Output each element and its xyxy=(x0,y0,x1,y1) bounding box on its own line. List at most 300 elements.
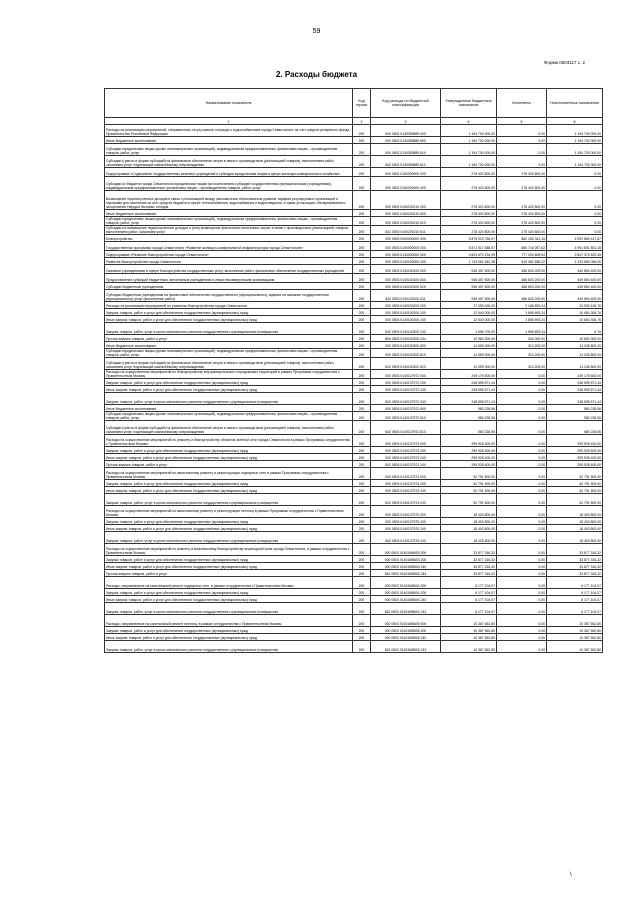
row-executed: 0,00 xyxy=(497,405,547,412)
form-code: Форма 0503117 с. 2 xyxy=(544,60,585,65)
row-name: Расходы на осуществление мероприятий по ремонту и комплексному благоустройству пешеходной зоны города Севастополя, в рамках сотрудничества с Правительством Москвы xyxy=(105,544,353,556)
table-row xyxy=(105,137,603,144)
row-classification-code: 000 0503 0140137974 240 xyxy=(371,487,441,494)
row-line-code: 200 xyxy=(353,242,371,251)
row-approved: 278 420 800,00 xyxy=(441,217,497,226)
row-executed: 0,00 xyxy=(497,532,547,544)
row-executed: 313 200,00 xyxy=(497,358,547,370)
row-name: Расходы, направленные на капитальный ремонт подпорных стен, в рамках сотрудничества с Правительством Москвы xyxy=(105,577,353,589)
row-classification-code: 000 0502 0160000000 000 xyxy=(371,168,441,177)
row-approved: 936 457 600,00 xyxy=(441,290,497,302)
table-row xyxy=(105,405,603,412)
row-unexecuted: 299 928 400,00 xyxy=(547,461,603,468)
row-name: Закупка товаров, работ и услуг для обеспечения государственных (муниципальных) нужд xyxy=(105,518,353,525)
row-line-code: 200 xyxy=(353,302,371,309)
row-classification-code: 000 0502 0130359889 000 xyxy=(371,125,441,137)
table-row xyxy=(105,283,603,290)
table-row xyxy=(105,125,603,137)
row-unexecuted: 248 595 571,44 xyxy=(547,393,603,405)
row-classification-code: 000 0503 0140137974 000 xyxy=(371,468,441,480)
row-classification-code: 000 0503 01401М8605 200 xyxy=(371,627,441,634)
row-classification-code: 864 0503 0140100200 244 xyxy=(371,335,441,342)
row-classification-code: 000 0503 0140137975 200 xyxy=(371,518,441,525)
table-header-row xyxy=(105,89,603,118)
row-approved: 5 875 023 756,97 xyxy=(441,235,497,242)
column-number: 2 xyxy=(353,118,371,125)
row-unexecuted: 10 367 562,80 xyxy=(547,641,603,653)
row-name: Субсидии из бюджета города Севастополя юридическим лицам (за исключением субсидий государственным (муниципальным) учреждениям), индивидуальным предпринимателям, физическим лицам – производителям товаров, работ, услуг xyxy=(105,177,353,191)
row-unexecuted: 6,76 xyxy=(547,323,603,335)
row-classification-code: 000 0502 0160200000 000 xyxy=(371,177,441,191)
table-row xyxy=(105,393,603,405)
row-unexecuted: 1 194 700 000,00 xyxy=(547,137,603,144)
row-approved: 10 367 562,80 xyxy=(441,627,497,634)
table-row xyxy=(105,480,603,487)
row-executed: 313 200,00 xyxy=(497,342,547,349)
row-line-code: 200 xyxy=(353,421,371,435)
row-line-code: 200 xyxy=(353,544,371,556)
row-classification-code: 000 0503 0140137975 240 xyxy=(371,525,441,532)
row-executed: 0,00 xyxy=(497,435,547,447)
row-line-code: 200 xyxy=(353,641,371,653)
row-unexecuted: 6 177 104,07 xyxy=(547,596,603,603)
row-executed: 0,00 xyxy=(497,556,547,563)
row-executed: 882 163 341,15 xyxy=(497,235,547,242)
row-line-code: 200 xyxy=(353,589,371,596)
row-line-code: 200 xyxy=(353,168,371,177)
row-line-code: 200 xyxy=(353,570,371,577)
row-approved: 14 559 000,00 xyxy=(441,358,497,370)
row-unexecuted: 33 877 316,32 xyxy=(547,563,603,570)
row-executed: 0,00 xyxy=(497,627,547,634)
row-name: Расходы на реализацию мероприятий, направленных на улучшение ситуации с водоснабжением города Севастополя, за счет средств резервного фонда Правительства Российской Федерации xyxy=(105,125,353,137)
row-classification-code: 842 0502 0160200210 811 xyxy=(371,226,441,235)
row-classification-code: 000 0503 0140100200 000 xyxy=(371,302,441,309)
row-unexecuted: 0,00 xyxy=(547,226,603,235)
row-line-code: 200 xyxy=(353,125,371,137)
table-row xyxy=(105,532,603,544)
column-number: 1 xyxy=(105,118,353,125)
row-name: Субсидии юридическим лицам (кроме некоммерческих организаций), индивидуальным предпринимателям, физическим лицам – производителям товаров, работ, услуг xyxy=(105,349,353,358)
row-line-code: 200 xyxy=(353,323,371,335)
table-row xyxy=(105,217,603,226)
row-line-code: 200 xyxy=(353,525,371,532)
row-name: Иные закупки товаров, работ и услуг для обеспечения государственных (муниципальных) нужд xyxy=(105,454,353,461)
column-number: 3 xyxy=(371,118,441,125)
row-line-code: 200 xyxy=(353,556,371,563)
table-row xyxy=(105,242,603,251)
row-line-code: 200 xyxy=(353,386,371,393)
row-classification-code: 000 0503 0140100100 610 xyxy=(371,283,441,290)
row-name: Прочая закупка товаров, работ и услуг xyxy=(105,570,353,577)
row-unexecuted: 18 403 800,00 xyxy=(547,518,603,525)
table-row xyxy=(105,235,603,242)
row-name: Закупка товаров, работ и услуг для обеспечения государственных (муниципальных) нужд xyxy=(105,379,353,386)
table-row xyxy=(105,641,603,653)
row-executed: 0,00 xyxy=(497,421,547,435)
row-classification-code: 842 0503 01401М8604 243 xyxy=(371,603,441,615)
row-line-code: 200 xyxy=(353,335,371,342)
table-row xyxy=(105,251,603,258)
row-name: Субсидии (гранты в форме субсидий) на финансовое обеспечение затрат в связи с производством (реализацией товаров), выполнением работ, оказанием услуг, подлежащие казначейскому сопровождению xyxy=(105,156,353,168)
table-row xyxy=(105,447,603,454)
row-line-code: 200 xyxy=(353,258,371,265)
row-classification-code: 000 0503 0140137972 000 xyxy=(371,370,441,379)
row-approved: 33 877 316,32 xyxy=(441,563,497,570)
row-name: Иные закупки товаров, работ и услуг для обеспечения государственных (муниципальных) нужд xyxy=(105,316,353,323)
row-classification-code: 842 0503 0140137972 813 xyxy=(371,421,441,435)
row-classification-code: 000 0502 0130359889 810 xyxy=(371,144,441,156)
row-unexecuted: 0,00 xyxy=(547,177,603,191)
row-approved: 12 540 000,00 xyxy=(441,316,497,323)
row-approved: 27 099 000,00 xyxy=(441,302,497,309)
table-row xyxy=(105,323,603,335)
row-unexecuted: 0,00 xyxy=(547,191,603,210)
row-executed: 0,00 xyxy=(497,370,547,379)
row-approved: 1 555 700,00 xyxy=(441,323,497,335)
row-line-code: 200 xyxy=(353,435,371,447)
row-classification-code: 000 0503 0140100200 200 xyxy=(371,309,441,316)
row-unexecuted: 14 245 800,00 xyxy=(547,342,603,349)
row-approved: 299 928 400,00 xyxy=(441,435,497,447)
row-approved: 10 984 300,00 xyxy=(441,335,497,342)
row-name: Благоустройство xyxy=(105,235,353,242)
row-name: Возмещение недополученных доходов в связи с реализацией между экономически обоснованным уровнем тарифов регулируемых организаций и тарифами для населения за счет средств бюджета в сфере теплоснабжения, водоснабжения и водоотведения, а также утилизации, обезвреживания и захоронения твердых бытовых отходов xyxy=(105,191,353,210)
row-name: Иные закупки товаров, работ и услуг для обеспечения государственных (муниципальных) нужд xyxy=(105,487,353,494)
row-approved: 14 559 000,00 xyxy=(441,349,497,358)
row-line-code: 200 xyxy=(353,615,371,627)
row-approved: 10 367 562,80 xyxy=(441,634,497,641)
table-row xyxy=(105,454,603,461)
row-approved: 52 791 500,00 xyxy=(441,468,497,480)
row-classification-code: 000 0503 0140137972 200 xyxy=(371,379,441,386)
table-row xyxy=(105,342,603,349)
row-unexecuted: 6 177 104,07 xyxy=(547,589,603,596)
row-executed: 0,00 xyxy=(497,144,547,156)
row-classification-code: 000 0503 0140100200 810 xyxy=(371,349,441,358)
row-unexecuted: 1 223 680 056,06 xyxy=(547,258,603,265)
row-classification-code: 842 0503 0140100200 813 xyxy=(371,358,441,370)
row-executed: 0,00 xyxy=(497,563,547,570)
row-line-code: 200 xyxy=(353,468,371,480)
row-name: Развитие благоустройства города Севастополя xyxy=(105,258,353,265)
row-approved: 5 872 517 858,97 xyxy=(441,242,497,251)
table-row xyxy=(105,265,603,274)
row-classification-code: 842 0503 0140137974 243 xyxy=(371,494,441,506)
row-unexecuted: 248 595 571,44 xyxy=(547,379,603,386)
row-name: Расходы на реализацию мероприятий по развитию благоустройства города Севастополя xyxy=(105,302,353,309)
row-name: Закупка товаров, работ, услуг в целях капитального ремонта государственного (муниципального) имущества xyxy=(105,323,353,335)
column-header-line-code: Код строки xyxy=(353,89,371,118)
row-executed: 0,00 xyxy=(497,634,547,641)
row-name: Закупка товаров, работ, услуг в целях капитального ремонта государственного (муниципального) имущества xyxy=(105,532,353,544)
row-name: Оказание учреждениями в сфере благоустройства государственных услуг, выполнение работ, финансовое обеспечение государственных учреждений xyxy=(105,265,353,274)
column-number: 6 xyxy=(547,118,603,125)
table-row xyxy=(105,144,603,156)
row-unexecuted: 1 194 700 000,00 xyxy=(547,144,603,156)
table-row xyxy=(105,290,603,302)
table-row xyxy=(105,386,603,393)
row-executed: 0,00 xyxy=(497,487,547,494)
row-unexecuted: 10 684 306,76 xyxy=(547,309,603,316)
table-row xyxy=(105,258,603,265)
row-unexecuted: 10 367 562,80 xyxy=(547,634,603,641)
row-unexecuted: 10 684 300,00 xyxy=(547,335,603,342)
row-approved: 33 877 316,32 xyxy=(441,556,497,563)
row-name: Субсидии юридическим лицам (кроме некоммерческих организаций), индивидуальным предпринимателям, физическим лицам – производителям товаров, работ, услуг xyxy=(105,412,353,421)
row-name: Расходы на осуществление мероприятий по капитальному ремонту и реконструкции лестниц в рамках Программы сотрудничества с Правительством Москвы xyxy=(105,506,353,518)
row-classification-code: 000 0503 0140137972 240 xyxy=(371,386,441,393)
row-executed: 0,00 xyxy=(497,125,547,137)
row-approved: 1 743 062 542,38 xyxy=(441,258,497,265)
row-name: Субсидии юридическим лицам (кроме некоммерческих организаций), индивидуальным предпринимателям, физическим лицам – производителям товаров, работ, услуг xyxy=(105,217,353,226)
row-approved: 52 791 500,00 xyxy=(441,494,497,506)
row-name: Закупка товаров, работ, услуг в целях капитального ремонта государственного (муниципального) имущества xyxy=(105,641,353,653)
row-classification-code: 000 0503 0140100100 000 xyxy=(371,265,441,274)
row-name: Подпрограмма «Содержание государственных казенных учреждений и субсидии юридическим лицам в сфере жилищно-коммунального хозяйства» xyxy=(105,168,353,177)
row-unexecuted: 10 367 562,80 xyxy=(547,615,603,627)
column-header-approved: Утвержденные бюджетные назначения xyxy=(441,89,497,118)
table-row xyxy=(105,627,603,634)
row-line-code: 200 xyxy=(353,494,371,506)
row-executed: 300 000,00 xyxy=(497,335,547,342)
row-executed: 278 420 800,00 xyxy=(497,226,547,235)
row-executed: 1 855 693,24 xyxy=(497,316,547,323)
row-executed: 0,00 xyxy=(497,379,547,386)
row-unexecuted: 24 930 106,76 xyxy=(547,302,603,309)
row-line-code: 200 xyxy=(353,358,371,370)
row-approved: 299 928 400,00 xyxy=(441,454,497,461)
row-approved: 52 791 500,00 xyxy=(441,480,497,487)
table-row xyxy=(105,525,603,532)
row-line-code: 200 xyxy=(353,235,371,242)
row-executed: 0,00 xyxy=(497,468,547,480)
row-line-code: 200 xyxy=(353,156,371,168)
row-classification-code: 000 0503 0140137974 200 xyxy=(371,480,441,487)
table-row xyxy=(105,603,603,615)
row-line-code: 200 xyxy=(353,563,371,570)
row-name: Субсидии (гранты в форме субсидий) на финансовое обеспечение затрат в связи с производством (реализацией товаров), выполнением работ, оказанием услуг, подлежащие казначейскому сопровождению xyxy=(105,421,353,435)
column-number-row xyxy=(105,118,603,125)
row-classification-code: 000 0503 0140137972 800 xyxy=(371,405,441,412)
row-unexecuted: 248 595 571,44 xyxy=(547,386,603,393)
row-line-code: 200 xyxy=(353,191,371,210)
row-approved: 18 403 800,00 xyxy=(441,506,497,518)
row-classification-code: 000 0503 0140137972 810 xyxy=(371,412,441,421)
row-unexecuted: 4 991 801 801,15 xyxy=(547,242,603,251)
row-line-code: 200 xyxy=(353,506,371,518)
row-executed: 777 294 605,54 xyxy=(497,251,547,258)
row-classification-code: 000 0503 01401М8605 240 xyxy=(371,634,441,641)
row-approved: 936 457 600,00 xyxy=(441,283,497,290)
row-executed: 486 603 200,00 xyxy=(497,274,547,283)
row-name: Закупка товаров, работ и услуг для обеспечения государственных (муниципальных) нужд xyxy=(105,627,353,634)
row-unexecuted: 299 928 400,00 xyxy=(547,435,603,447)
row-classification-code: 000 0503 0140100200 800 xyxy=(371,342,441,349)
row-line-code: 200 xyxy=(353,518,371,525)
column-header-name: Наименование показателя xyxy=(105,89,353,118)
table-row xyxy=(105,544,603,556)
row-executed: 2 168 893,24 xyxy=(497,302,547,309)
row-unexecuted: 0,00 xyxy=(547,168,603,177)
row-approved: 18 403 800,00 xyxy=(441,532,497,544)
row-name: Закупка товаров, работ и услуг для обеспечения государственных (муниципальных) нужд xyxy=(105,309,353,316)
row-unexecuted: 449 854 400,00 xyxy=(547,265,603,274)
row-executed: 0,00 xyxy=(497,596,547,603)
row-classification-code: 000 0503 0140100100 600 xyxy=(371,274,441,283)
row-line-code: 200 xyxy=(353,137,371,144)
row-name: Закупка товаров, работ и услуг для обеспечения государственных (муниципальных) нужд xyxy=(105,556,353,563)
row-line-code: 200 xyxy=(353,480,371,487)
table-row xyxy=(105,274,603,283)
row-classification-code: 000 0503 0000000000 000 xyxy=(371,235,441,242)
row-line-code: 200 xyxy=(353,603,371,615)
row-unexecuted: 0,00 xyxy=(547,217,603,226)
row-classification-code: 000 0503 0140137975 000 xyxy=(371,506,441,518)
column-header-unexecuted: Неисполненные назначения xyxy=(547,89,603,118)
row-approved: 6 177 104,07 xyxy=(441,596,497,603)
budget-expenses-table xyxy=(104,88,603,653)
row-executed: 519 482 486,22 xyxy=(497,258,547,265)
row-name: Иные бюджетные ассигнования xyxy=(105,342,353,349)
row-classification-code: 842 0503 01401М8605 243 xyxy=(371,641,441,653)
row-executed: 278 420 800,00 xyxy=(497,217,547,226)
row-executed: 0,00 xyxy=(497,577,547,589)
row-classification-code: 000 0503 0140000000 000 xyxy=(371,251,441,258)
row-classification-code: 000 0503 01401М8604 200 xyxy=(371,589,441,596)
row-name: Расходы на осуществление мероприятий по благоустройству внутриквартальных и придомовых территорий в рамках Программы сотрудничества с Правительством Москвы xyxy=(105,370,353,379)
page-number: 59 xyxy=(312,28,321,35)
row-name: Расходы, направленные на капитальный ремонт лестниц, в рамках сотрудничества с Правительством Москвы xyxy=(105,615,353,627)
row-name: Государственная программа города Севастополя «Развитие жилищно-коммунальной инфраструктуры города Севастополя» xyxy=(105,242,353,251)
row-name: Закупка товаров, работ, услуг в целях капитального ремонта государственного (муниципального) имущества xyxy=(105,494,353,506)
row-approved: 278 420 800,00 xyxy=(441,226,497,235)
table-row xyxy=(105,210,603,217)
table-row xyxy=(105,335,603,342)
row-line-code: 200 xyxy=(353,226,371,235)
table-row xyxy=(105,461,603,468)
row-line-code: 200 xyxy=(353,454,371,461)
table-row xyxy=(105,358,603,370)
row-classification-code: 000 0503 0140137973 200 xyxy=(371,447,441,454)
row-executed: 0,00 xyxy=(497,393,547,405)
row-approved: 52 791 500,00 xyxy=(441,487,497,494)
row-name: Закупка товаров, работ и услуг для обеспечения государственных (муниципальных) нужд xyxy=(105,589,353,596)
row-unexecuted: 299 928 400,00 xyxy=(547,447,603,454)
row-executed: 0,00 xyxy=(497,412,547,421)
row-line-code: 200 xyxy=(353,532,371,544)
table-row xyxy=(105,506,603,518)
row-approved: 33 877 316,32 xyxy=(441,570,497,577)
row-name: Иные закупки товаров, работ и услуг для обеспечения государственных (муниципальных) нужд xyxy=(105,386,353,393)
row-unexecuted: 18 403 800,00 xyxy=(547,506,603,518)
table-row xyxy=(105,168,603,177)
row-unexecuted: 33 877 316,32 xyxy=(547,544,603,556)
table-row xyxy=(105,177,603,191)
row-executed: 0,00 xyxy=(497,589,547,596)
row-name: Субсидии бюджетным учреждениям на финансовое обеспечение государственного (муниципального) задания на оказание государственных (муниципальных) услуг (выполнение работ) xyxy=(105,290,353,302)
row-name: Иные закупки товаров, работ и услуг для обеспечения государственных (муниципальных) нужд xyxy=(105,596,353,603)
row-line-code: 200 xyxy=(353,393,371,405)
row-classification-code: 842 0503 0140100200 243 xyxy=(371,323,441,335)
row-line-code: 200 xyxy=(353,370,371,379)
table-row xyxy=(105,570,603,577)
row-line-code: 200 xyxy=(353,596,371,603)
row-name: Подпрограмма «Развитие благоустройства города Севастополя» xyxy=(105,251,353,258)
table-row xyxy=(105,156,603,168)
row-line-code: 200 xyxy=(353,412,371,421)
row-unexecuted: 33 877 316,32 xyxy=(547,570,603,577)
row-executed: 0,00 xyxy=(497,518,547,525)
table-row xyxy=(105,379,603,386)
row-line-code: 200 xyxy=(353,210,371,217)
row-approved: 248 595 571,44 xyxy=(441,386,497,393)
row-name: Субсидии бюджетным учреждениям xyxy=(105,283,353,290)
table-row xyxy=(105,577,603,589)
row-unexecuted: 14 245 800,00 xyxy=(547,358,603,370)
row-unexecuted: 52 791 500,00 xyxy=(547,487,603,494)
row-executed: 0,00 xyxy=(497,506,547,518)
row-unexecuted: 10 684 306,76 xyxy=(547,316,603,323)
row-executed: 0,00 xyxy=(497,603,547,615)
row-approved: 299 928 400,00 xyxy=(441,461,497,468)
row-name: Расходы на осуществление мероприятий по капитальному ремонту и реконструкции подпорных стен в рамках Программы сотрудничества с Правительством Москвы xyxy=(105,468,353,480)
row-classification-code: 000 0503 01401М8605 000 xyxy=(371,615,441,627)
row-approved: 936 457 600,00 xyxy=(441,274,497,283)
row-executed: 313 200,00 xyxy=(497,349,547,358)
row-name: Предоставление субсидий бюджетным, автономным учреждениям и иным некоммерческим организациям xyxy=(105,274,353,283)
row-unexecuted: 18 403 800,00 xyxy=(547,532,603,544)
row-approved: 3 624 670 134,99 xyxy=(441,251,497,258)
row-name: Иные закупки товаров, работ и услуг для обеспечения государственных (муниципальных) нужд xyxy=(105,563,353,570)
table-row xyxy=(105,563,603,570)
row-executed: 0,00 xyxy=(497,615,547,627)
row-approved: 580 228,56 xyxy=(441,421,497,435)
row-classification-code: 842 0503 01401М8603 244 xyxy=(371,570,441,577)
row-unexecuted: 580 228,56 xyxy=(547,412,603,421)
row-classification-code: 000 0503 01401М8604 240 xyxy=(371,596,441,603)
row-name: Закупка товаров, работ и услуг для обеспечения государственных (муниципальных) нужд xyxy=(105,447,353,454)
row-approved: 278 420 800,00 xyxy=(441,210,497,217)
table-row xyxy=(105,589,603,596)
row-line-code: 200 xyxy=(353,251,371,258)
row-approved: 278 420 800,00 xyxy=(441,168,497,177)
row-line-code: 200 xyxy=(353,627,371,634)
row-executed: 0,00 xyxy=(497,641,547,653)
row-line-code: 200 xyxy=(353,290,371,302)
row-name: Закупка товаров, работ, услуг в целях капитального ремонта государственного (муниципального) имущества xyxy=(105,393,353,405)
table-row xyxy=(105,487,603,494)
row-executed: 880 716 057,62 xyxy=(497,242,547,251)
row-approved: 936 457 600,00 xyxy=(441,265,497,274)
row-unexecuted: 449 854 400,00 xyxy=(547,274,603,283)
row-executed: 278 420 800,00 xyxy=(497,177,547,191)
row-executed: 0,00 xyxy=(497,570,547,577)
row-line-code: 200 xyxy=(353,283,371,290)
row-unexecuted: 1 194 700 000,00 xyxy=(547,156,603,168)
table-row xyxy=(105,226,603,235)
row-unexecuted: 10 367 562,80 xyxy=(547,627,603,634)
table-row xyxy=(105,302,603,309)
row-name: Иные закупки товаров, работ и услуг для обеспечения государственных (муниципальных) нужд xyxy=(105,525,353,532)
row-approved: 580 228,56 xyxy=(441,412,497,421)
row-name: Расходы на осуществление мероприятий по ремонту и благоустройству объектов зеленой сети города Севастополя в рамках Программы сотрудничества с Правительством Москвы xyxy=(105,435,353,447)
row-approved: 6 177 104,07 xyxy=(441,577,497,589)
row-unexecuted: 52 791 500,00 xyxy=(547,494,603,506)
table-row xyxy=(105,634,603,641)
row-unexecuted: 18 403 800,00 xyxy=(547,525,603,532)
column-number: 5 xyxy=(497,118,547,125)
